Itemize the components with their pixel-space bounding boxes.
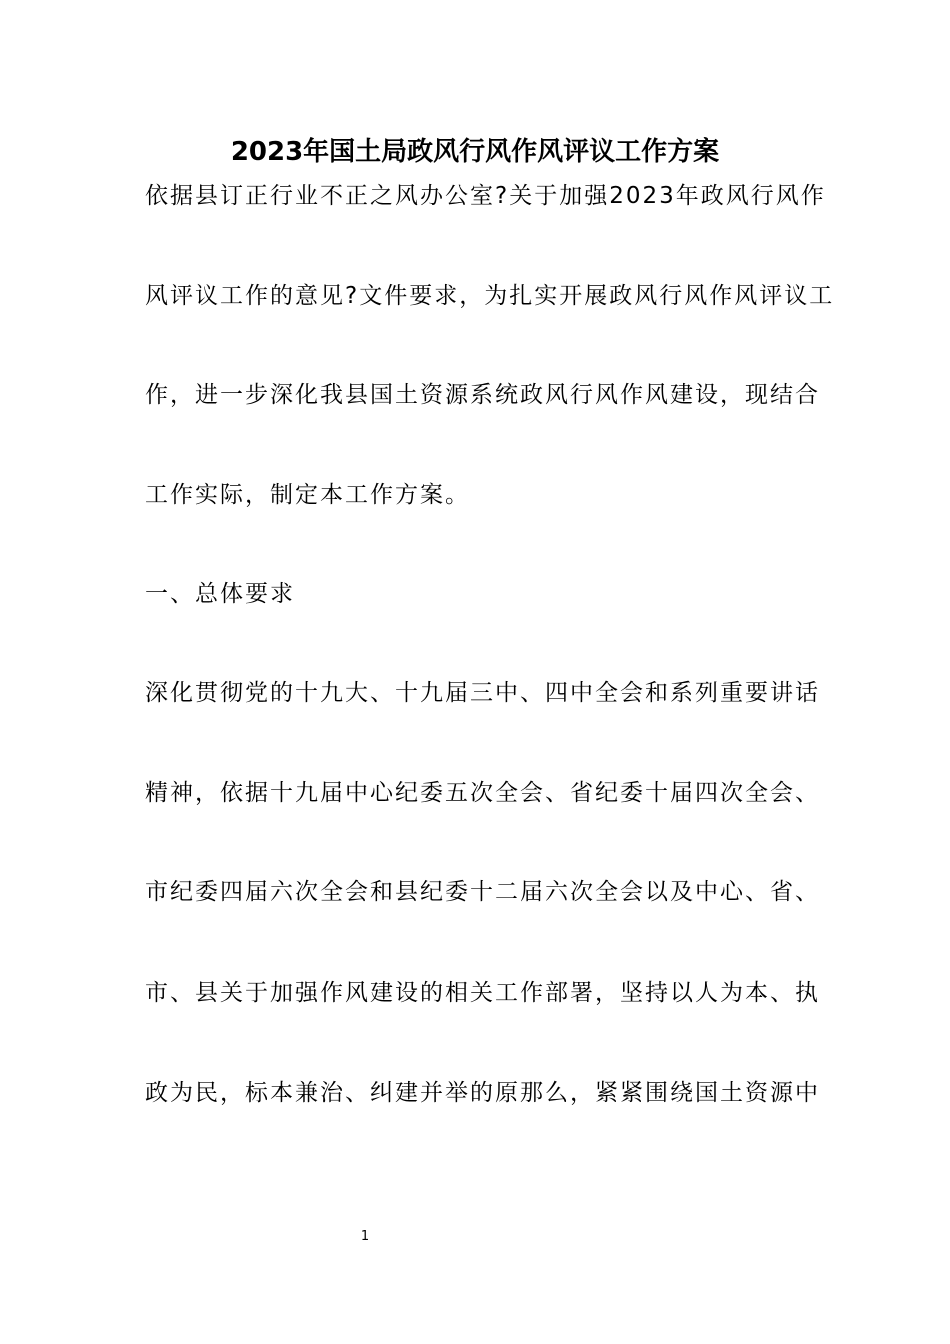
- body-line-10: 政为民，标本兼治、纠建并举的原那么，紧紧围绕国土资源中: [145, 1080, 820, 1106]
- body-line-3: 作，进一步深化我县国土资源系统政风行风作风建设，现结合: [145, 382, 820, 408]
- body-line-4: 工作实际，制定本工作方案。: [145, 482, 470, 508]
- body-line-7: 精神，依据十九届中心纪委五次全会、省纪委十届四次全会、: [145, 780, 820, 806]
- body-line-2: 风评议工作的意见?文件要求，为扎实开展政风行风作风评议工: [145, 283, 835, 309]
- body-line-9: 市、县关于加强作风建设的相关工作部署，坚持以人为本、执: [145, 980, 820, 1006]
- body-line-8: 市纪委四届六次全会和县纪委十二届六次全会以及中心、省、: [145, 879, 820, 905]
- body-line-1: 依据县订正行业不正之风办公室?关于加强2023年政风行风作: [145, 183, 826, 209]
- document-title: 2023年国土局政风行风作风评议工作方案: [230, 137, 720, 167]
- page-number: 1: [360, 1229, 370, 1244]
- body-line-6: 深化贯彻党的十九大、十九届三中、四中全会和系列重要讲话: [145, 680, 820, 706]
- section-heading-general-requirements: 一、总体要求: [145, 581, 295, 607]
